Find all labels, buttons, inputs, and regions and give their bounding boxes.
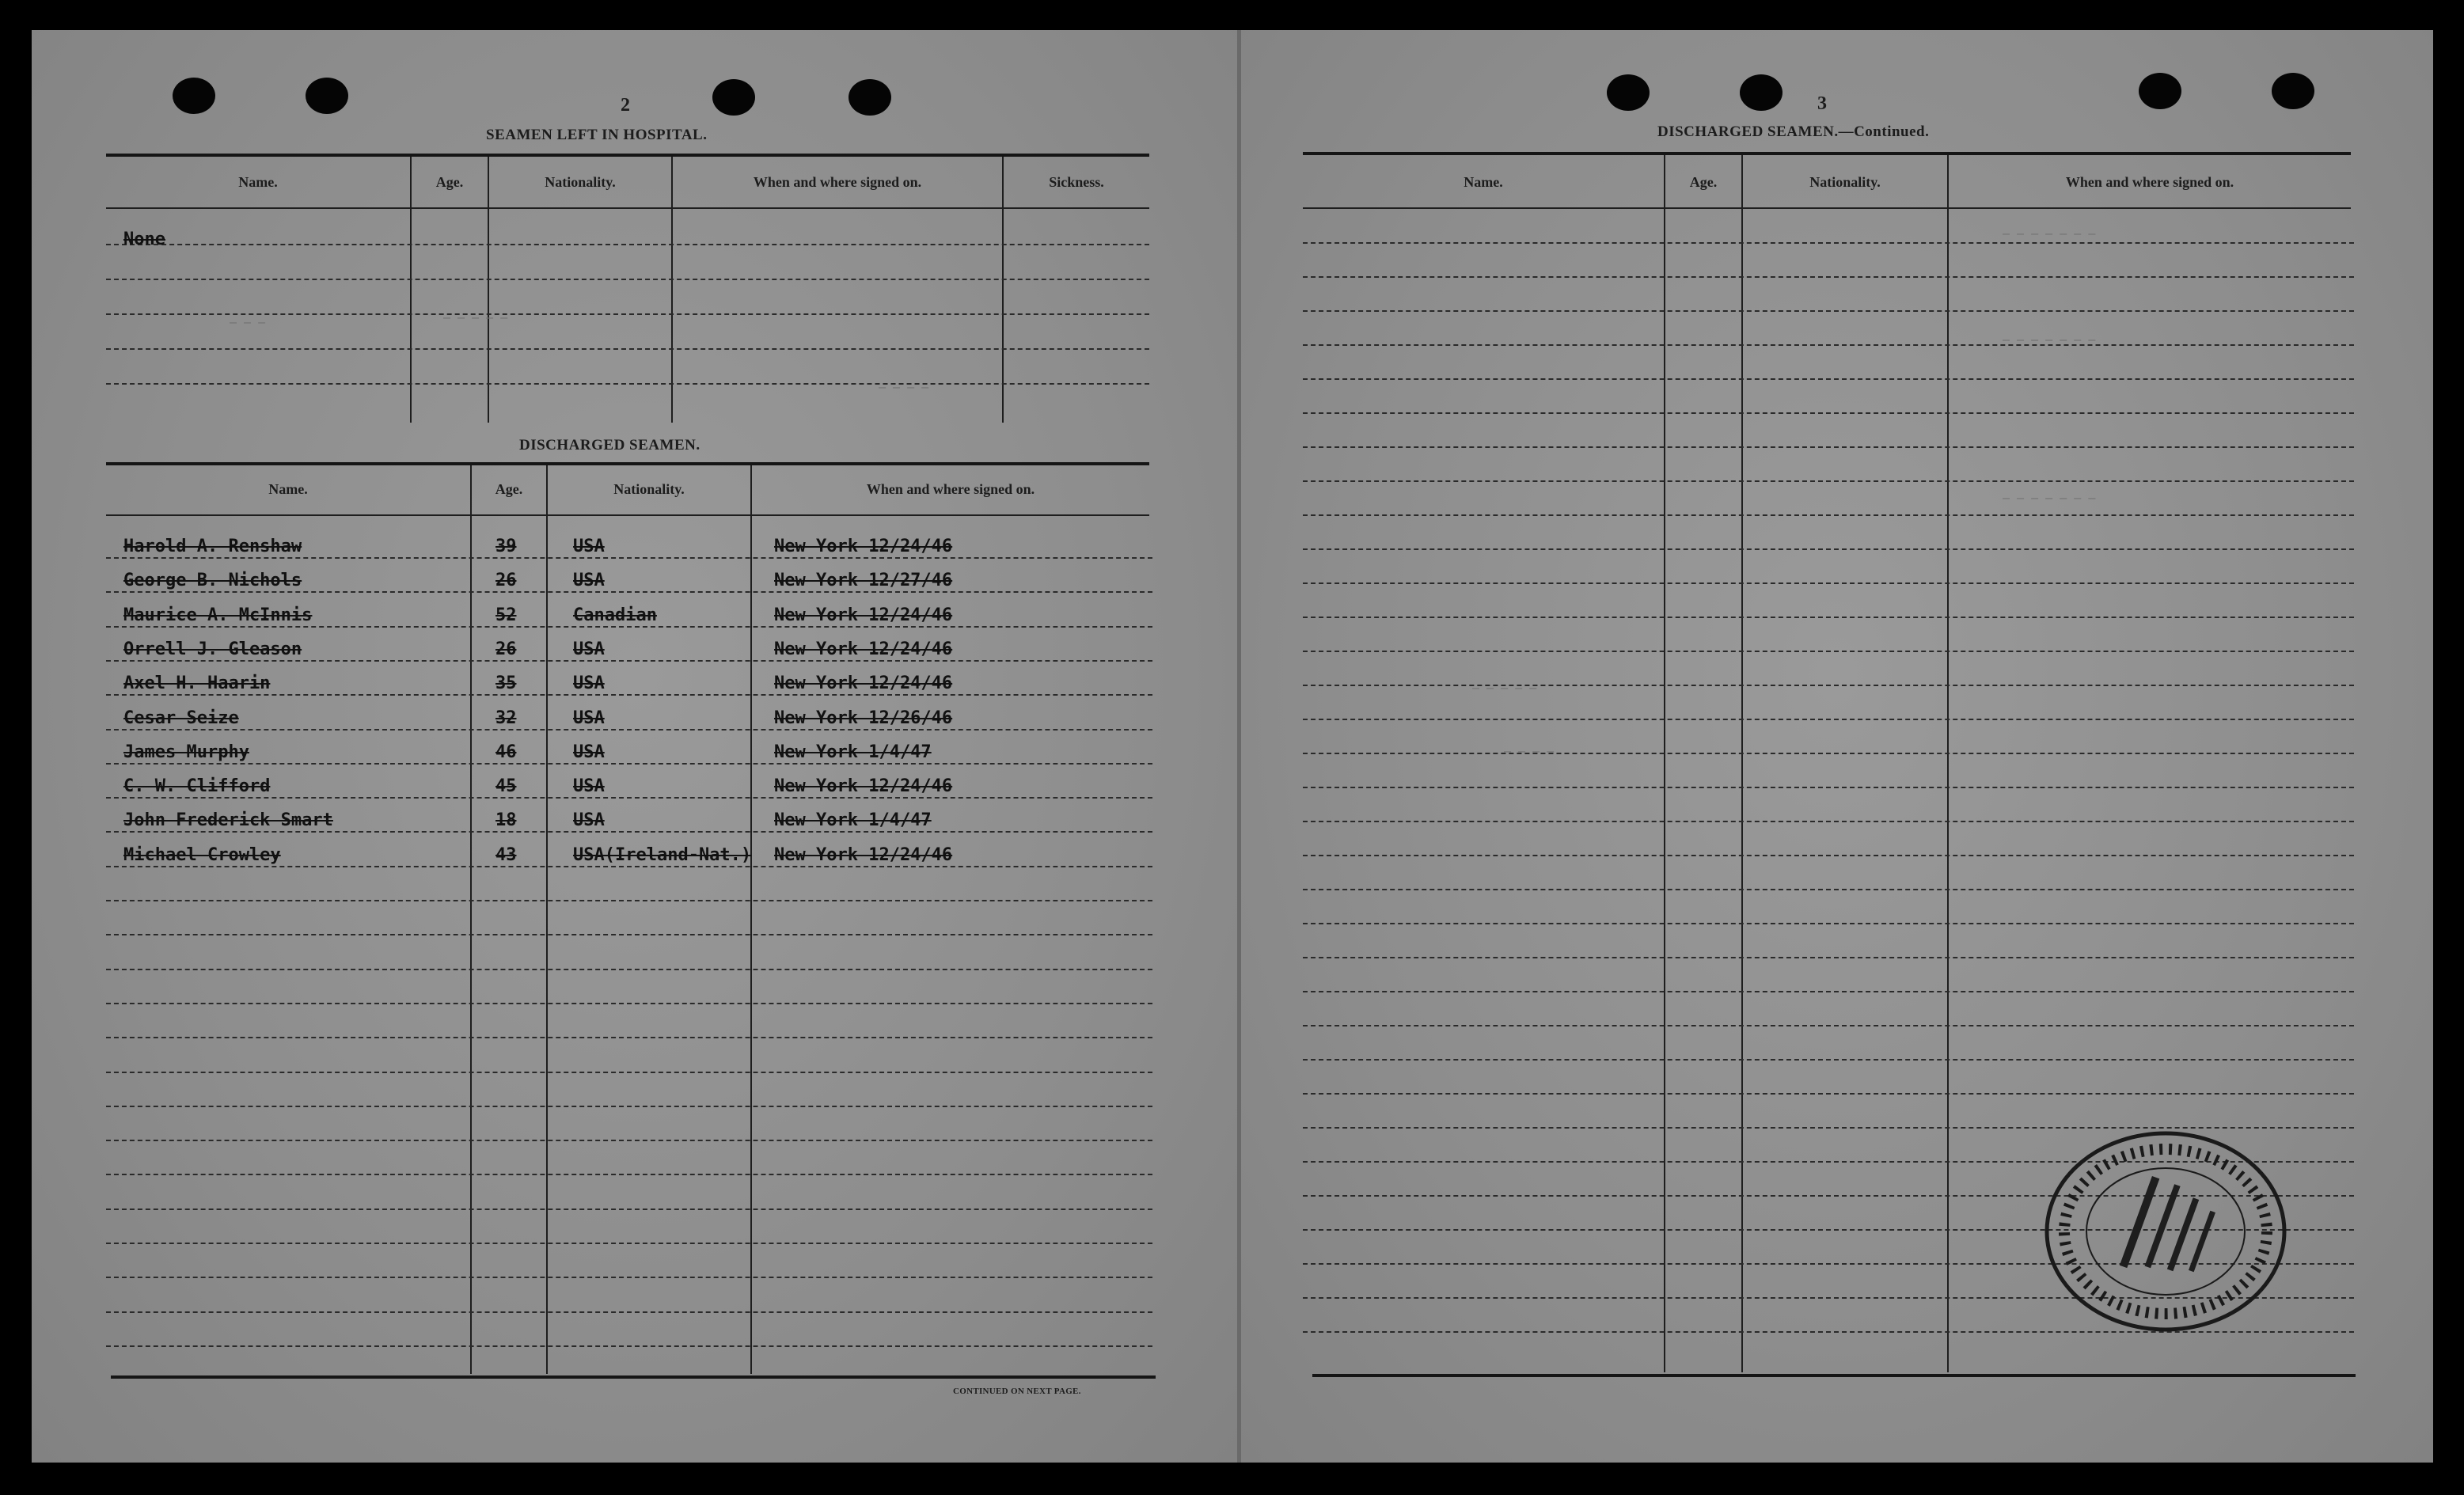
discharged-top-rule (106, 462, 1149, 465)
seaman-name: Maurice A. McInnis (123, 605, 313, 625)
right-col-nationality: Nationality. (1809, 174, 1881, 190)
ruled-line (106, 348, 1149, 350)
seaman-signed-on: New York 12/24/46 (774, 639, 953, 659)
ruled-line (106, 1037, 1152, 1038)
seaman-name: James Murphy (123, 742, 249, 762)
ruled-line (1303, 378, 2354, 380)
ruled-line (106, 244, 1149, 245)
seaman-name: George B. Nichols (123, 571, 302, 591)
seaman-nationality: Canadian (573, 605, 657, 625)
seaman-age: 26 (495, 639, 517, 659)
seaman-age: 46 (495, 742, 517, 762)
hospital-top-rule (106, 154, 1149, 157)
ruled-line (106, 797, 1152, 799)
right-divider (1947, 155, 1949, 1372)
ruled-line (106, 1072, 1152, 1073)
seaman-nationality: USA(Ireland-Nat.) (573, 844, 752, 865)
discharged-col-signed-on: When and where signed on. (866, 481, 1035, 497)
continued-note: CONTINUED ON NEXT PAGE. (953, 1387, 1081, 1396)
ruled-line (106, 557, 1152, 559)
hospital-entry: None (123, 230, 165, 249)
seaman-age: 18 (495, 810, 517, 831)
seaman-nationality: USA (573, 674, 605, 694)
hospital-header-rule (106, 207, 1149, 209)
ruled-line (1303, 446, 2354, 448)
ruled-line (1303, 651, 2354, 652)
seaman-signed-on: New York 1/4/47 (774, 810, 932, 831)
punch-hole (306, 78, 348, 114)
seaman-signed-on: New York 12/27/46 (774, 571, 953, 591)
punch-hole (1607, 74, 1650, 111)
discharged-header-rule (106, 514, 1149, 516)
ruled-line (106, 1243, 1152, 1244)
punch-hole (173, 78, 215, 114)
hospital-col-signed-on: When and where signed on. (753, 174, 922, 190)
seaman-nationality: USA (573, 571, 605, 591)
ruled-line (1303, 1059, 2354, 1061)
right-divider (1741, 155, 1743, 1372)
bleed-through-text: — — — — (1504, 744, 1555, 758)
hospital-col-name: Name. (238, 174, 278, 190)
ruled-line (1303, 685, 2354, 686)
ruled-line (106, 694, 1152, 696)
ruled-line (106, 831, 1152, 833)
ruled-line (106, 660, 1152, 662)
ruled-line (106, 866, 1152, 867)
seaman-name: Axel H. Haarin (123, 674, 271, 694)
seaman-signed-on: New York 12/24/46 (774, 537, 953, 556)
ruled-line (1303, 923, 2354, 924)
ruled-line (1303, 344, 2354, 346)
seaman-name: C. W. Clifford (123, 776, 271, 797)
ruled-line (106, 729, 1152, 730)
punch-hole (712, 79, 755, 116)
seaman-nationality: USA (573, 742, 605, 762)
discharged-col-nationality: Nationality. (613, 481, 685, 497)
punch-hole (2139, 73, 2181, 109)
ruled-line (106, 1003, 1152, 1004)
right-bottom-rule (1312, 1374, 2356, 1377)
right-col-signed-on: When and where signed on. (2065, 174, 2234, 190)
seaman-signed-on: New York 12/24/46 (774, 776, 953, 797)
ruled-line (1303, 889, 2354, 890)
ruled-line (1303, 514, 2354, 516)
bleed-through-text: — — — — — (1472, 681, 1537, 695)
ruled-line (1303, 617, 2354, 618)
ruled-line (1303, 276, 2354, 278)
ruled-line (106, 934, 1152, 935)
ruled-line (106, 900, 1152, 901)
ruled-line (1303, 855, 2354, 856)
seaman-nationality: USA (573, 537, 605, 556)
ruled-line (106, 1277, 1152, 1278)
seaman-nationality: USA (573, 639, 605, 659)
bleed-through-text: — — — — — — — (2003, 491, 2096, 505)
ruled-line (1303, 1025, 2354, 1026)
seaman-nationality: USA (573, 776, 605, 797)
ruled-line (1303, 753, 2354, 754)
discharged-divider (750, 465, 752, 1374)
seaman-name: John Frederick Smart (123, 810, 333, 831)
right-header-rule (1303, 207, 2351, 209)
ruled-line (106, 279, 1149, 280)
ruled-line (1303, 582, 2354, 584)
seaman-age: 43 (495, 844, 517, 865)
ruled-line (106, 1140, 1152, 1141)
bleed-through-text: — — — — — — — (2003, 226, 2096, 241)
ruled-line (1303, 957, 2354, 958)
bleed-through-text: — — — — — (443, 310, 508, 324)
punch-hole (849, 79, 891, 116)
discharged-section-title: DISCHARGED SEAMEN. (519, 437, 700, 453)
ruled-line (1303, 480, 2354, 482)
seaman-age: 26 (495, 571, 517, 591)
page-number-left: 2 (621, 95, 630, 116)
hospital-col-sickness: Sickness. (1049, 174, 1104, 190)
right-col-age: Age. (1689, 174, 1718, 190)
official-stamp-seal (2031, 1121, 2300, 1342)
ruled-line (106, 383, 1149, 385)
ruled-line (106, 1209, 1152, 1210)
discharged-bottom-rule (111, 1375, 1156, 1379)
seaman-signed-on: New York 12/24/46 (774, 674, 953, 694)
ruled-line (106, 1345, 1152, 1347)
seaman-name: Cesar Seize (123, 708, 239, 728)
discharged-col-name: Name. (268, 481, 308, 497)
seaman-nationality: USA (573, 810, 605, 831)
seaman-age: 35 (495, 674, 517, 694)
bleed-through-text: — — — (230, 315, 266, 329)
ruled-line (1303, 548, 2354, 550)
ruled-line (1303, 242, 2354, 244)
seaman-age: 39 (495, 537, 517, 556)
ruled-line (106, 1106, 1152, 1107)
ruled-line (106, 1311, 1152, 1313)
ruled-line (1303, 412, 2354, 414)
ruled-line (106, 626, 1152, 628)
punch-hole (1740, 74, 1783, 111)
seaman-nationality: USA (573, 708, 605, 728)
ruled-line (1303, 991, 2354, 992)
ruled-line (106, 763, 1152, 765)
seaman-age: 45 (495, 776, 517, 797)
right-section-title: DISCHARGED SEAMEN.—Continued. (1657, 123, 1930, 140)
ruled-line (106, 591, 1152, 593)
discharged-divider (470, 465, 472, 1374)
ruled-line (1303, 719, 2354, 720)
hospital-col-age: Age. (435, 174, 464, 190)
ruled-line (1303, 787, 2354, 788)
seaman-name: Michael Crowley (123, 844, 281, 865)
punch-hole (2272, 73, 2314, 109)
seaman-age: 52 (495, 605, 517, 625)
seaman-signed-on: New York 1/4/47 (774, 742, 932, 762)
ruled-line (1303, 310, 2354, 312)
right-col-name: Name. (1464, 174, 1503, 190)
seaman-signed-on: New York 12/24/46 (774, 844, 953, 865)
seaman-signed-on: New York 12/26/46 (774, 708, 953, 728)
right-divider (1664, 155, 1665, 1372)
ruled-line (106, 969, 1152, 970)
hospital-section-title: SEAMEN LEFT IN HOSPITAL. (486, 127, 708, 143)
seaman-age: 32 (495, 708, 517, 728)
right-top-rule (1303, 152, 2351, 155)
discharged-divider (546, 465, 548, 1374)
page-fold (1237, 30, 1241, 1463)
ruled-line (106, 1174, 1152, 1175)
discharged-col-age: Age. (495, 481, 523, 497)
bleed-through-text: — — — — (879, 380, 929, 394)
ruled-line (1303, 1093, 2354, 1095)
seaman-name: Orrell J. Gleason (123, 639, 302, 659)
bleed-through-text: — — — — — — — (2003, 332, 2096, 347)
seaman-signed-on: New York 12/24/46 (774, 605, 953, 625)
hospital-col-nationality: Nationality. (545, 174, 616, 190)
seaman-name: Harold A. Renshaw (123, 537, 302, 556)
page-number-right: 3 (1817, 93, 1827, 114)
ruled-line (1303, 821, 2354, 822)
